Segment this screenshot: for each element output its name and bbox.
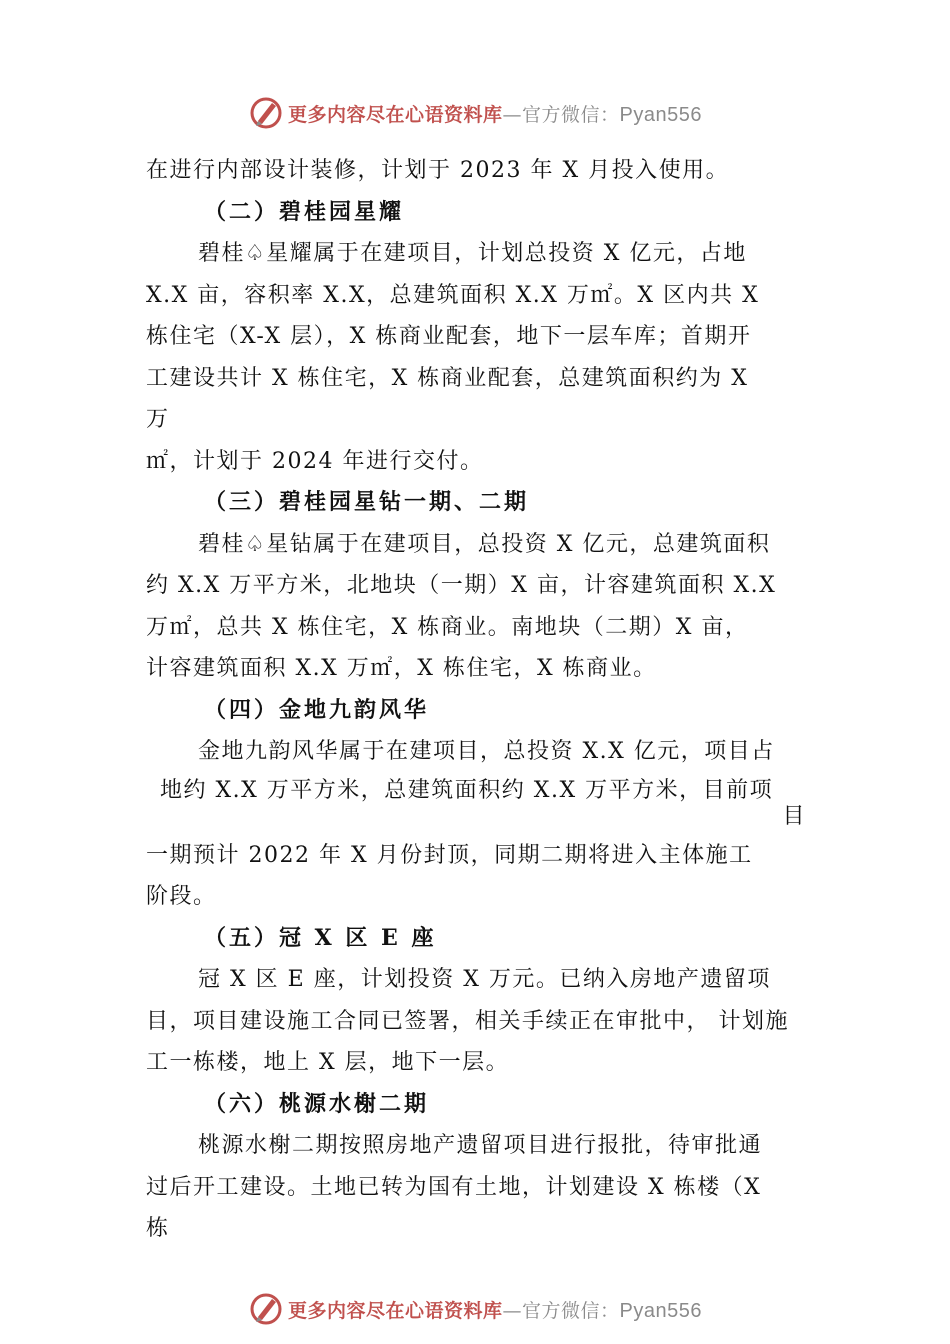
section-heading: （三）碧桂园星钻一期、二期 xyxy=(204,489,530,515)
watermark-brand: 更多内容尽在心语资料库 xyxy=(288,103,503,126)
section-heading: （六）桃源水榭二期 xyxy=(204,1090,430,1117)
paragraph-line: 栋住宅（X-X 层），X 栋商业配套，地下一层车库；首期开 xyxy=(146,324,752,349)
paragraph-line: 阶段。 xyxy=(146,884,217,909)
watermark-wechat-id: Pyan556 xyxy=(619,1299,702,1322)
paragraph-line: 碧桂♤星钻属于在建项目，总投资 X 亿元，总建筑面积 xyxy=(198,531,771,557)
paragraph-line: ㎡，计划于 2024 年进行交付。 xyxy=(146,448,484,474)
paragraph-line: 约 X.X 万平方米，北地块（一期）X 亩，计容建筑面积 X.X xyxy=(146,573,777,598)
watermark-text xyxy=(288,1296,702,1323)
paragraph-line: 一期预计 2022 年 X 月份封顶，同期二期将进入主体施工 xyxy=(146,842,753,868)
section-heading: （四）金地九韵风华 xyxy=(204,696,430,723)
pen-logo-icon xyxy=(248,1291,284,1327)
watermark-brand: 更多内容尽在心语资料库 xyxy=(288,1299,503,1322)
paragraph-line: 计容建筑面积 X.X 万㎡，X 栋住宅，X 栋商业。 xyxy=(146,656,657,681)
section-heading: （二）碧桂园星耀 xyxy=(204,198,405,225)
paragraph-line: 冠 X 区 E 座，计划投资 X 万元。已纳入房地产遗留项 xyxy=(198,967,771,992)
watermark-text xyxy=(288,100,702,127)
paragraph-line: 在进行内部设计装修，计划于 2023 年 X 月投入使用。 xyxy=(146,158,730,183)
header-watermark xyxy=(0,93,950,133)
paragraph-line: 栋 xyxy=(146,1216,170,1241)
paragraph-line: 碧桂♤星耀属于在建项目，计划总投资 X 亿元，占地 xyxy=(198,241,747,266)
paragraph-line: 过后开工建设。土地已转为国有土地，计划建设 X 栋楼（X xyxy=(146,1174,762,1200)
watermark-label: —官方微信： xyxy=(502,103,620,126)
paragraph-line: 目 xyxy=(782,803,806,829)
paragraph-line: 工建设共计 X 栋住宅，X 栋商业配套，总建筑面积约为 X xyxy=(146,365,749,391)
paragraph-line: 桃源水榭二期按照房地产遗留项目进行报批，待审批通 xyxy=(198,1133,763,1158)
footer-watermark xyxy=(0,1289,950,1329)
watermark-wechat-id: Pyan556 xyxy=(619,103,702,126)
pen-logo-icon xyxy=(248,95,284,131)
paragraph-line: X.X 亩，容积率 X.X，总建筑面积 X.X 万㎡。X 区内共 X xyxy=(146,282,760,308)
paragraph-line: 万㎡，总共 X 栋住宅，X 栋商业。南地块（二期）X 亩， xyxy=(146,614,749,640)
paragraph-line: 万 xyxy=(146,407,170,432)
paragraph-line: 地约 X.X 万平方米，总建筑面积约 X.X 万平方米，目前项 xyxy=(160,777,774,803)
document-body xyxy=(146,150,816,1250)
section-heading: （五）冠 X 区 E 座 xyxy=(204,924,437,951)
paragraph-line: 金地九韵风华属于在建项目，总投资 X.X 亿元，项目占 xyxy=(198,739,775,764)
watermark-label: —官方微信： xyxy=(502,1299,620,1322)
paragraph-line: 目，项目建设施工合同已签署，相关手续正在审批中， 计划施 xyxy=(146,1008,789,1034)
paragraph-line: 工一栋楼，地上 X 层，地下一层。 xyxy=(146,1050,510,1075)
